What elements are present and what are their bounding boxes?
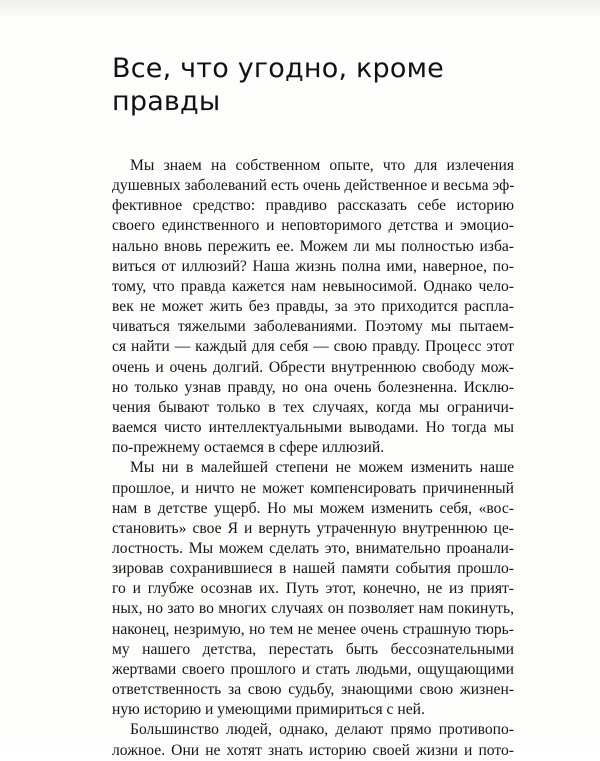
text-line: жертвами своего прошлого и стать людьми, ощущающими (112, 660, 514, 678)
text-line: прошлое, и ничто не может компенсировать причиненный (112, 479, 514, 497)
text-line: ваемся чисто интеллектуальными выводами. Но тогда мы (112, 419, 514, 437)
text-line: наконец, незримую, но тем не менее очень страшную тюрь- (112, 620, 514, 638)
text-line: ную историю и умеющими примириться с ней. (112, 701, 425, 719)
chapter-title (112, 52, 532, 118)
text-line: но только узнав правду, но она очень болезненна. Исклю- (112, 378, 514, 396)
paragraph (112, 720, 514, 760)
text-line: нам в детстве ущерб. Но мы можем изменить себя, «вос- (112, 499, 514, 517)
text-line: очень и очень долгий. Обрести внутреннюю свободу мож- (112, 358, 514, 376)
paragraph (112, 458, 514, 720)
text-line: по-прежнему остаемся в сфере иллюзий. (112, 439, 385, 457)
text-line: своего единственного и неповторимого детства и эмоцио- (112, 217, 514, 235)
paragraph (112, 156, 514, 458)
page-top-edge (0, 0, 600, 18)
text-line: чения бывают только в тех случаях, когда мы ограничи- (112, 398, 514, 416)
text-line: лостность. Мы можем сделать это, внимательно проанали- (112, 539, 514, 557)
body-text (112, 156, 514, 761)
text-line: век не может жить без правды, за это приходится распла- (112, 298, 514, 316)
chapter-title-line-2: правды (112, 86, 221, 117)
text-line: му нашего детства, перестать быть бессознательными (112, 640, 514, 658)
text-line: становить» свое Я и вернуть утраченную внутреннюю це- (112, 519, 514, 537)
text-line: Большинство людей, однако, делают прямо противопо- (130, 721, 514, 739)
text-line: Мы знаем на собственном опыте, что для излечения (130, 157, 514, 174)
text-line: ложное. Они не хотят знать историю своей жизни и пото- (112, 741, 514, 759)
text-line: ных, но зато во многих случаях он позволяет нам покинуть, (112, 600, 514, 618)
text-line: ся найти — каждый для себя — свою правду. Процесс этот (112, 338, 514, 356)
chapter-title-line-1: Все, что угодно, кроме (112, 53, 444, 84)
text-line: нально вновь пережить ее. Можем ли мы полностью изба- (112, 237, 514, 255)
text-line: Мы ни в малейшей степени не можем изменить наше (130, 459, 514, 477)
text-line: ответственность за свою судьбу, знающими свою жизнен- (112, 681, 514, 699)
text-line: чиваться тяжелыми заболеваниями. Поэтому мы пытаем- (112, 318, 514, 336)
text-line: виться от иллюзий? Наша жизнь полна ими, наверное, по- (112, 257, 514, 275)
text-line: го и глубже осознав их. Путь этот, конечно, не из прият- (112, 580, 514, 598)
text-line: душевных заболеваний есть очень действенное и весьма эф- (112, 177, 515, 195)
text-line: зировав сохранившиеся в нашей памяти события прошло- (112, 560, 514, 578)
text-line: фективное средство: правдиво рассказать себе историю (112, 197, 514, 215)
text-line: тому, что правда кажется нам невыносимой. Однако чело- (112, 277, 514, 295)
